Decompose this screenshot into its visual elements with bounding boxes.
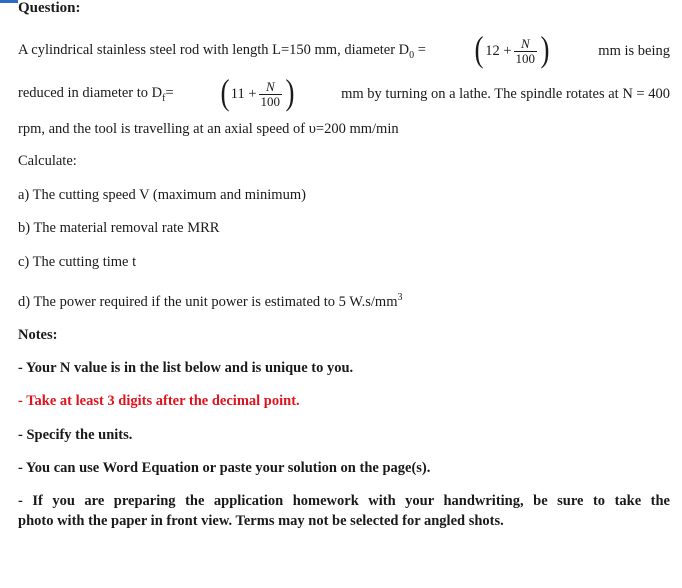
paren-open: (	[220, 72, 230, 112]
formula-base: 12 +	[485, 42, 512, 59]
para2-text-end: mm by turning on a lathe. The spindle rotates at N = 400	[341, 85, 670, 102]
diameter-initial-formula	[473, 29, 551, 69]
notes-heading: Notes:	[18, 327, 58, 343]
paragraph-line-1	[18, 29, 670, 69]
item-d: d) The power required if the unit power is estimated to 5 $W.s/mm^3$	[18, 292, 403, 310]
note-handwriting-line-1: - If you are preparing the application homework with your handwriting, be sure to take the	[18, 493, 670, 509]
paren-open: (	[474, 29, 484, 69]
fraction-n-over-100: $\frac{N}{100}$	[260, 78, 281, 109]
formula-base: 11 +	[230, 85, 257, 102]
para2-text-start: reduced in diameter to $D_f=$	[18, 84, 174, 104]
note-unique-n: - Your N value is in the list below and is unique to you.	[18, 360, 354, 376]
note-specify-units: - Specify the units.	[18, 427, 133, 443]
accent-bar	[0, 0, 18, 3]
paragraph-line-2	[18, 72, 670, 112]
fraction-n-over-100: $\frac{N}{100}$	[515, 35, 536, 66]
paren-close: )	[540, 29, 550, 69]
note-decimal-digits: - Take at least 3 digits after the decimal point.	[18, 393, 300, 409]
note-handwriting-line-2: photo with the paper in front view. Terms may not be selected for angled shots.	[18, 513, 504, 529]
item-b: b) The material removal rate MRR	[18, 220, 220, 236]
item-c: c) The cutting time t	[18, 254, 137, 270]
note-word-equation: - You can use Word Equation or paste your solution on the page(s).	[18, 460, 431, 476]
diameter-final-formula	[219, 72, 296, 112]
item-a: a) The cutting speed V (maximum and minimum)	[18, 187, 306, 203]
question-heading: Question:	[18, 0, 81, 16]
paragraph-line-3: rpm, and the tool is travelling at an axial speed of υ=200 mm/min	[18, 121, 399, 137]
para1-text-end: mm is being	[598, 42, 670, 59]
calculate-label: Calculate:	[18, 153, 77, 169]
paren-close: )	[285, 72, 295, 112]
para1-text-start: A cylindrical stainless steel rod with length L=150 mm, diameter $D_0$ =	[18, 41, 426, 61]
